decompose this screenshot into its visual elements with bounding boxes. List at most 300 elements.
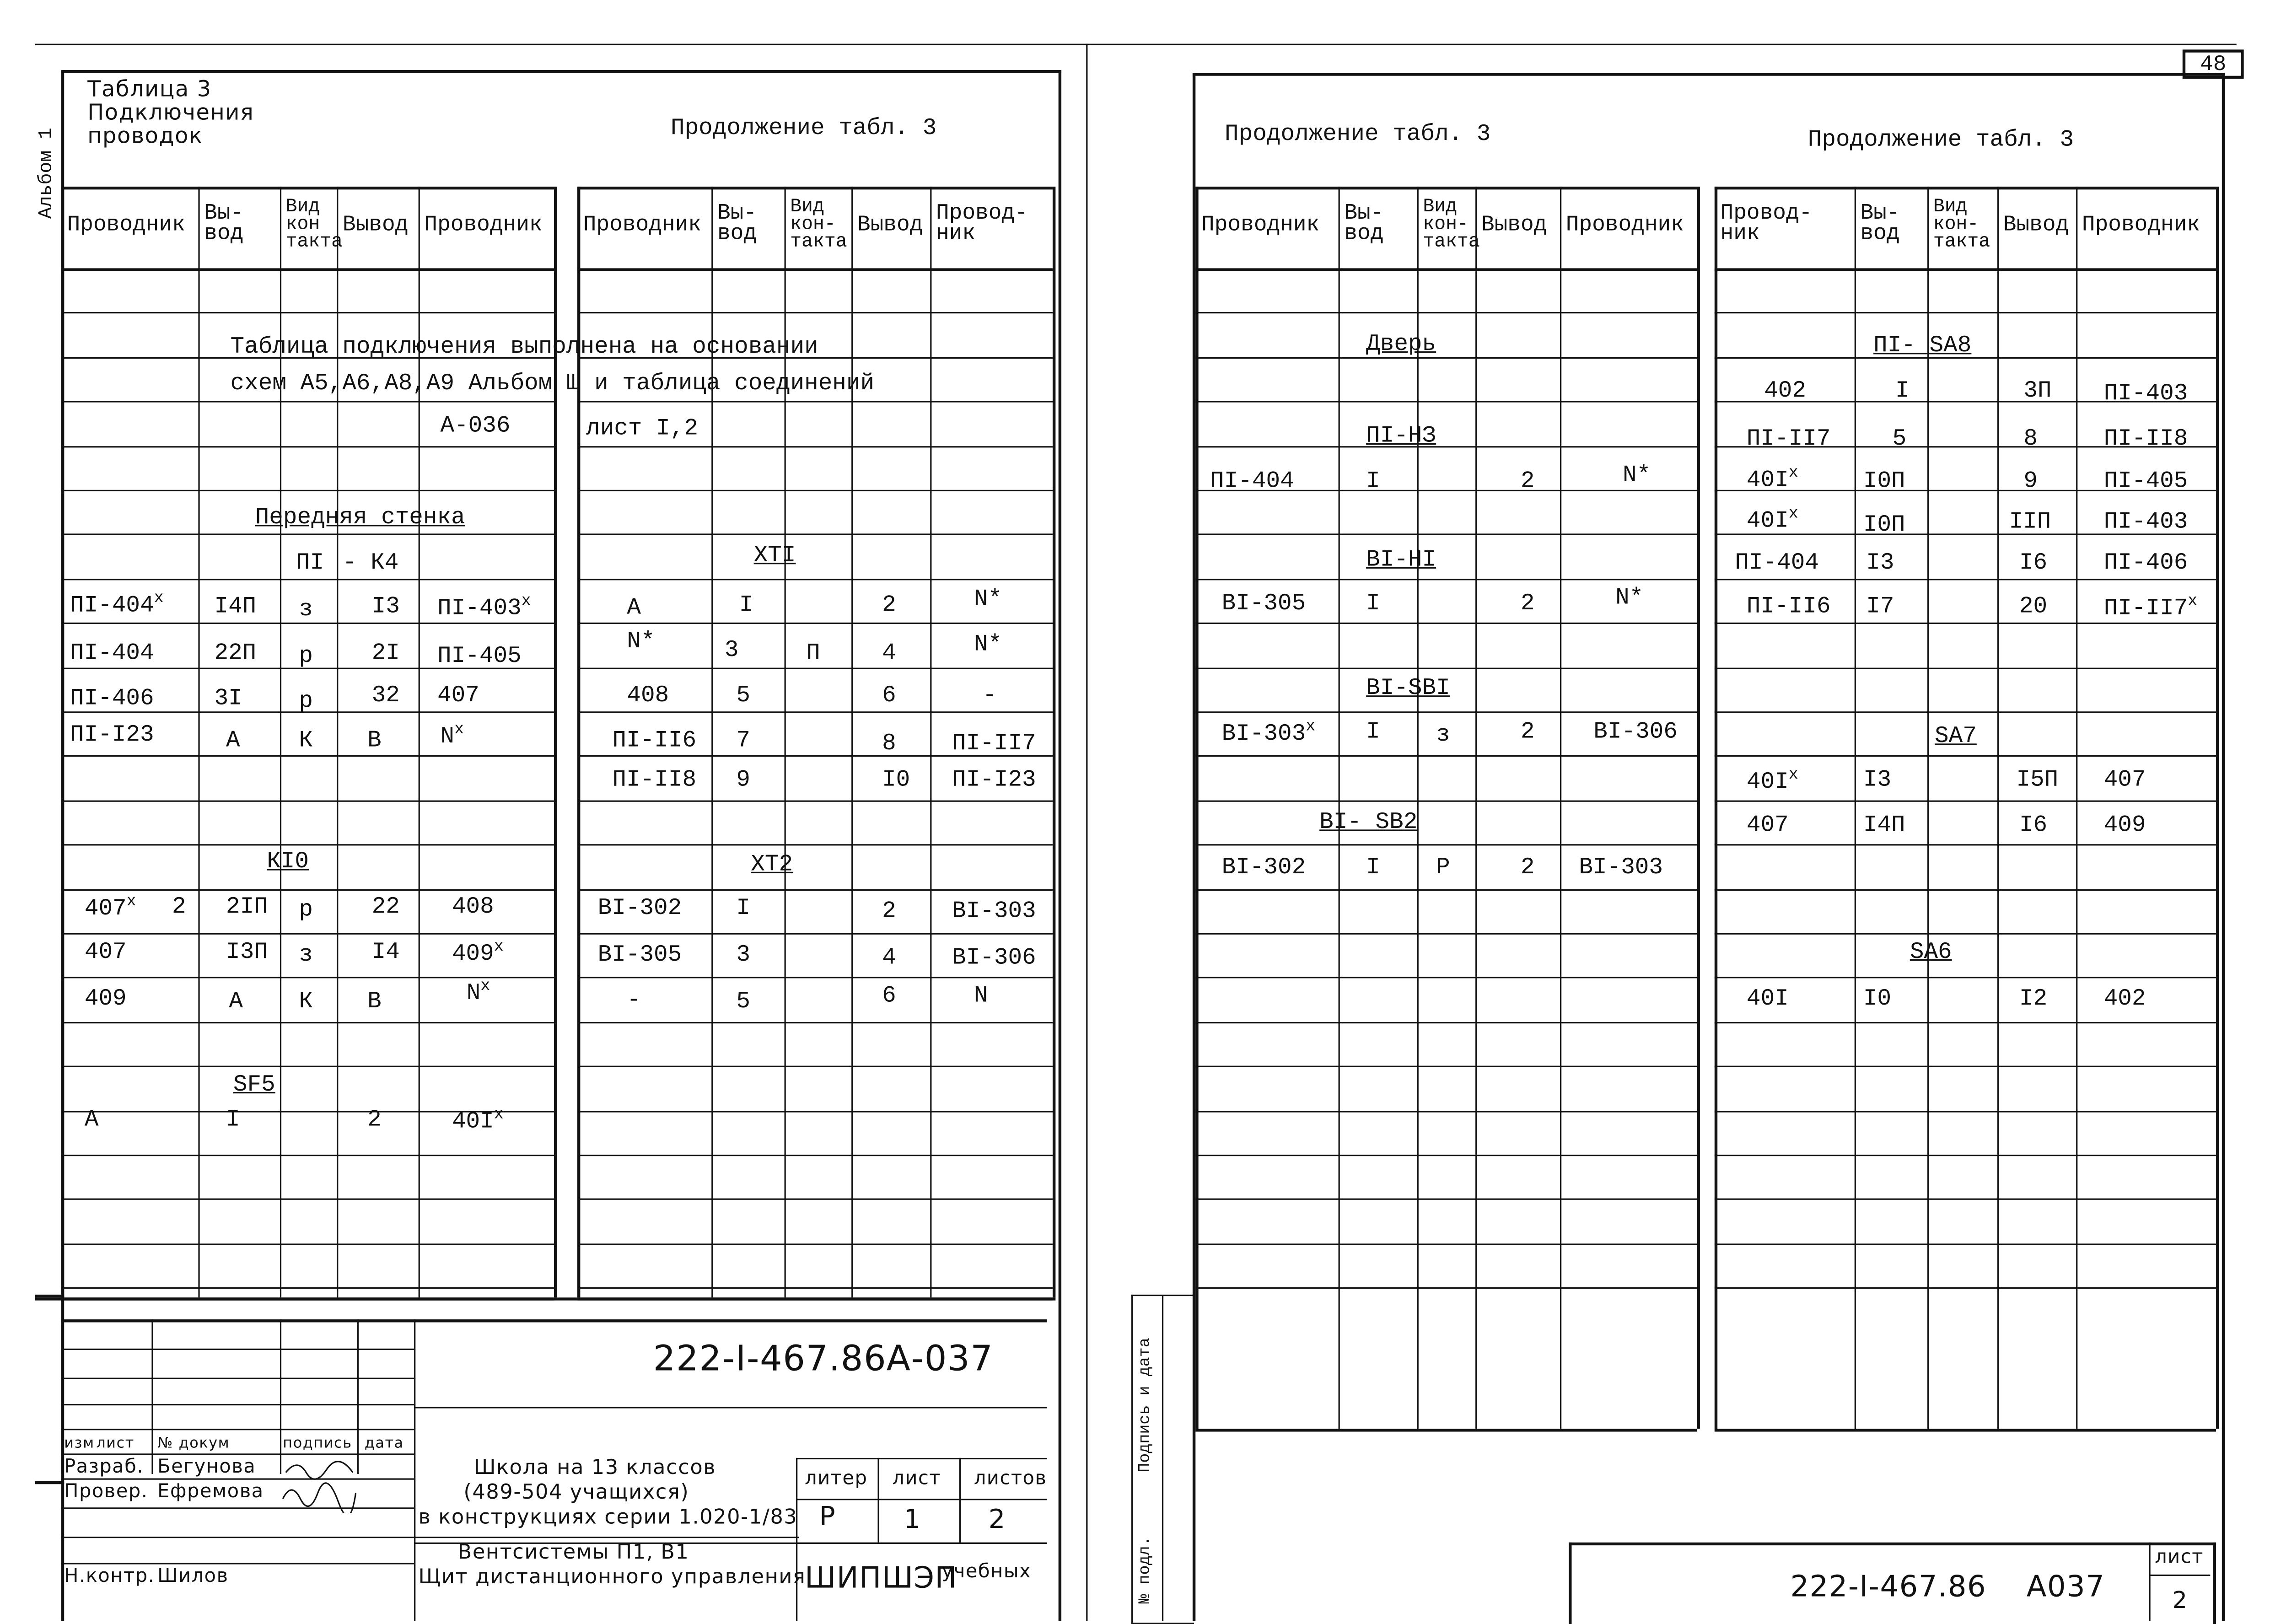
cell-text: ПI-403 (2103, 380, 2188, 407)
t4-bottom-border (1715, 1429, 2216, 1431)
cell-text: ПI-II7 (1746, 425, 1831, 452)
t4-row-line (1715, 933, 2216, 935)
cell-text: П (806, 640, 820, 667)
cell-text: А (226, 727, 240, 754)
t2-row-line (577, 623, 1053, 624)
col-label-izm: изм (64, 1436, 95, 1452)
cell-text: А (627, 595, 641, 621)
cell-text: ВI-305 (597, 941, 682, 968)
cell-value (882, 899, 896, 923)
t4-row-line (1715, 268, 2216, 271)
t2-row-line (577, 490, 1053, 491)
role-developer: Разраб. (64, 1456, 144, 1479)
table-title-line-3: проводок (87, 122, 203, 149)
t1-header-1: Вы- вод (204, 201, 244, 247)
cell-text: ПI-403 (437, 595, 522, 622)
t3-col-line (1697, 187, 1700, 1429)
cell-value (882, 768, 910, 791)
cell-text: 409 (84, 985, 127, 1012)
cell-value (736, 897, 750, 920)
cell-value (437, 595, 531, 620)
t1-row-line (61, 1243, 554, 1245)
org-mark: ШИПШЭП (805, 1559, 958, 1595)
cell-text: ВI-303 (1579, 854, 1663, 881)
cell-text: ПI-406 (2103, 549, 2188, 576)
cell-text: I (226, 1106, 240, 1133)
cell-text: ПI-405 (2103, 468, 2188, 495)
name-developer: Бегунова (157, 1456, 256, 1479)
cell-text: I6 (2019, 549, 2048, 576)
t3-header-2: Вид кон- такта (1423, 195, 1480, 253)
cell-value (255, 506, 465, 529)
t2-top-border (577, 187, 1053, 189)
cell-text: XTI (753, 542, 796, 569)
cell-value (598, 943, 682, 967)
cell-value (85, 941, 127, 964)
cell-value (1436, 723, 1450, 747)
cell-text: 2 (1520, 468, 1535, 495)
tb-row-line (61, 1404, 414, 1405)
cell-text: 407 (84, 895, 127, 922)
cell-text: ВI-303 (952, 898, 1036, 925)
cell-text: ПI-II8 (2103, 425, 2188, 452)
cell-text: I (1366, 590, 1380, 617)
note-ref-1: А-036 (440, 412, 511, 439)
cell-superscript: x (521, 593, 531, 611)
cell-value (1764, 379, 1806, 403)
t4-row-line (1715, 1155, 2216, 1156)
t4-row-line (1715, 844, 2216, 845)
cell-superscript: x (126, 893, 136, 911)
t2-header-2: Вид кон- такта (790, 195, 847, 253)
t2-header-4: Провод- ник (936, 201, 1028, 247)
cell-text: I3П (226, 939, 268, 965)
t4-col-line (1715, 187, 1717, 1429)
cell-text: р (299, 688, 313, 715)
cell-value (372, 595, 400, 618)
cell-text: 407 (437, 682, 479, 709)
cell-text: I (736, 895, 751, 922)
t3-row-line (1195, 579, 1697, 580)
cell-value (983, 684, 997, 707)
cell-text: ПI-II6 (612, 727, 697, 754)
t1-row-line (61, 1199, 554, 1200)
stage-label-list: лист (892, 1468, 941, 1490)
cell-text: N (440, 723, 455, 750)
cell-text: ПI-II8 (612, 767, 697, 793)
cell-value (2104, 595, 2198, 620)
cell-text: 2 (172, 893, 186, 920)
t3-row-line (1195, 1155, 1697, 1156)
cell-value (882, 641, 896, 665)
t4-col-line (2076, 187, 2077, 1429)
cell-text: 408 (452, 893, 494, 920)
cell-text: А (84, 1106, 99, 1133)
t3-col-line (1417, 187, 1419, 1429)
t3-header-3: Вывод (1481, 213, 1547, 238)
cell-text: 40I (452, 1108, 494, 1135)
cell-text: 22 (371, 893, 400, 920)
stage-label-liter: литер (805, 1468, 868, 1490)
cell-text: ПI-404 (1735, 549, 1819, 576)
cell-value (736, 768, 750, 791)
t4-col-line (1997, 187, 1999, 1429)
t1-row-line (61, 1155, 554, 1156)
cell-text: з (299, 596, 313, 623)
t3-col-line (1475, 187, 1477, 1429)
cell-text: 409 (2103, 812, 2146, 839)
cell-text: ВI-302 (597, 895, 682, 922)
t1-row-line (61, 401, 554, 402)
project-line-3: в конструкциях серии 1.020-1/83 (418, 1506, 798, 1530)
cell-value (1366, 720, 1380, 743)
t2-row-line (577, 977, 1053, 978)
t1-col-line (61, 187, 64, 1297)
cell-text: I0П (1863, 511, 1905, 538)
cell-text: ПI-404 (70, 592, 154, 619)
t1-row-line (61, 1022, 554, 1023)
t3-row-line (1195, 801, 1697, 802)
cell-text: 40I (1746, 985, 1789, 1012)
cell-value (1895, 379, 1910, 403)
cell-text: ПI-405 (437, 643, 522, 669)
cell-value (299, 598, 313, 621)
cell-value (1521, 720, 1535, 743)
cell-value (299, 729, 313, 752)
cell-text: 7 (736, 727, 751, 754)
cell-text: з (299, 941, 313, 968)
t2-row-line (577, 1287, 1053, 1289)
cell-value (1747, 507, 1798, 532)
t4-row-line (1715, 1111, 2216, 1112)
t2-col-line (930, 187, 931, 1297)
cell-text: I0 (882, 767, 910, 793)
tb-row-line (796, 1458, 1047, 1459)
signatures (280, 1455, 361, 1513)
cell-text: 5 (1892, 425, 1907, 452)
cell-text: 2 (1520, 590, 1535, 617)
cell-value (2104, 382, 2188, 405)
cell-value (882, 946, 896, 969)
right-sheet-frame (1193, 73, 2225, 1621)
col-label-date: дата (364, 1436, 404, 1452)
cell-value (296, 551, 324, 575)
t2-row-line (577, 668, 1053, 669)
cell-text: 2 (1520, 854, 1535, 881)
t4-row-line (1715, 801, 2216, 802)
cell-text: I (1366, 854, 1380, 881)
cell-text: 22П (214, 640, 257, 667)
cell-value (372, 941, 400, 964)
cell-superscript: x (154, 590, 164, 608)
cell-value (754, 544, 796, 567)
t2-header-0: Проводник (583, 213, 701, 238)
cell-text: 6 (882, 982, 896, 1009)
cell-value (85, 1108, 99, 1131)
cell-value (1222, 592, 1306, 615)
page-number: 48 (2200, 52, 2227, 77)
org-label: учебных (941, 1561, 1032, 1583)
cell-value (372, 641, 400, 665)
cell-superscript: x (494, 1106, 504, 1124)
cell-text: 2 (882, 898, 896, 925)
t1-header-0: Проводник (67, 213, 185, 238)
top-edge-line (35, 44, 2236, 45)
cell-value (736, 990, 750, 1013)
cell-text: IIП (2009, 509, 2051, 535)
cell-text: 2IП (226, 893, 268, 920)
cell-value (974, 587, 1002, 611)
t2-row-line (577, 1111, 1053, 1112)
cell-value (612, 768, 696, 791)
col-label-list: лист (96, 1436, 134, 1452)
t1-row-line (61, 623, 554, 624)
cell-value (1747, 987, 1789, 1011)
cell-value (226, 1108, 240, 1131)
cell-value (1747, 427, 1831, 451)
cell-text: 4 (882, 945, 896, 971)
cell-text: 407 (1746, 812, 1789, 839)
t3-row-line (1195, 623, 1697, 624)
cell-value (974, 984, 988, 1007)
cell-text: N (466, 980, 481, 1007)
cell-value (2104, 427, 2188, 451)
cell-value (2104, 551, 2188, 575)
t3-row-line (1195, 1022, 1697, 1023)
t3-row-line (1195, 933, 1697, 935)
t4-row-line (1715, 755, 2216, 757)
cell-value (1593, 720, 1678, 743)
t4-header-4: Проводник (2082, 213, 2200, 238)
cell-text: - К4 (342, 549, 399, 576)
cell-value (1319, 811, 1417, 834)
cell-value (70, 723, 154, 747)
cell-value (467, 980, 490, 1005)
t1-row-line (61, 579, 554, 580)
cell-value (1623, 463, 1651, 487)
t3-row-line (1195, 401, 1697, 402)
t3-row-line (1195, 446, 1697, 447)
cell-value (437, 645, 522, 668)
t2-header-1: Вы- вод (717, 201, 757, 247)
cell-value (299, 990, 313, 1013)
cell-value (2019, 595, 2047, 618)
t4-row-line (1715, 579, 2216, 580)
cell-value (452, 895, 494, 919)
t3-row-line (1195, 668, 1697, 669)
cell-text: 32 (371, 682, 400, 709)
t1-row-line (61, 844, 554, 845)
cell-text: КI0 (267, 848, 309, 875)
cell-text: 20 (2019, 593, 2048, 620)
cell-value (1366, 548, 1436, 571)
cell-text: ВI-306 (952, 945, 1036, 971)
drawing-line-1: Вентсистемы П1, В1 (457, 1541, 689, 1565)
cell-value (299, 943, 313, 967)
project-line-1: Школа на 13 классов (473, 1456, 716, 1480)
tb-col-line (151, 1319, 153, 1474)
cell-text: К (299, 988, 313, 1015)
cell-value (452, 941, 504, 966)
cell-text: 3 (736, 941, 751, 968)
t2-row-line (577, 579, 1053, 580)
right-sheet-value: 2 (2172, 1586, 2188, 1614)
tb-col-line (414, 1319, 415, 1621)
cell-value (226, 941, 268, 964)
tb-col-line (61, 1319, 63, 1474)
cell-text: I0П (1863, 468, 1905, 495)
cell-text: 2 (882, 592, 896, 618)
tb-row-line (61, 1349, 414, 1350)
t3-row-line (1195, 889, 1697, 891)
t3-col-line (1560, 187, 1561, 1429)
cell-value (1863, 469, 1905, 493)
cell-text: ПI-406 (70, 685, 154, 712)
col-label-doc: № докум (157, 1436, 230, 1452)
cell-text: XT2 (751, 851, 793, 878)
cell-value (2023, 427, 2038, 451)
cell-text: ВI-306 (1593, 719, 1678, 745)
t4-row-line (1715, 1022, 2216, 1023)
cell-text: SF5 (233, 1071, 275, 1098)
t1-row-line (61, 1066, 554, 1067)
tb-row-line (61, 1537, 414, 1538)
cell-value (70, 592, 164, 617)
cell-superscript: x (454, 721, 464, 739)
doc-code: 222-I-467.86 (653, 1338, 887, 1379)
cell-value (85, 987, 127, 1011)
continuation-label-right-1: Продолжение табл. 3 (1224, 121, 1491, 147)
t2-row-line (577, 1066, 1053, 1067)
cell-text: ВI-303 (1221, 721, 1306, 747)
cell-value (1615, 586, 1643, 609)
cell-value (882, 593, 896, 617)
cell-value (627, 684, 669, 707)
cell-text: 8 (882, 730, 896, 757)
t4-top-border (1715, 187, 2216, 189)
t1-row-line (61, 755, 554, 757)
cell-value (2104, 768, 2146, 791)
cell-text: ПI-404 (70, 640, 154, 667)
note-ref-2: лист I,2 (586, 415, 698, 442)
cell-text: I (1366, 468, 1380, 495)
cell-value (598, 897, 682, 920)
cell-text: 408 (627, 682, 669, 709)
stage-label-listov: листов (974, 1468, 1047, 1490)
t2-row-line (577, 1199, 1053, 1200)
t3-top-border (1195, 187, 1697, 189)
cell-text: ПI- SА8 (1873, 332, 1972, 359)
cell-value (372, 895, 400, 919)
cell-value (1222, 720, 1316, 745)
t3-header-0: Проводник (1201, 213, 1320, 238)
t1-header-4: Проводник (424, 213, 543, 238)
cell-text: з (1436, 721, 1450, 748)
tb-col-line (280, 1319, 281, 1474)
cell-text: 402 (2103, 985, 2146, 1012)
side-stamp-divider (1162, 1295, 1163, 1621)
cell-value (226, 895, 268, 919)
cell-value (1579, 856, 1663, 879)
cell-value (1910, 941, 1952, 964)
cell-text: ВI-302 (1221, 854, 1306, 881)
cell-value (612, 729, 696, 752)
cell-value (1366, 424, 1436, 447)
continuation-label-right-2: Продолжение табл. 3 (1807, 127, 2074, 153)
col-label-sign: подпись (283, 1436, 352, 1452)
cell-value (367, 729, 382, 752)
right-sheet-label: лист (2155, 1547, 2204, 1569)
t2-row-line (577, 933, 1053, 935)
cell-value (233, 1073, 275, 1097)
cell-text: N* (974, 586, 1002, 613)
cell-value (85, 895, 136, 920)
tb-row-line (414, 1407, 1047, 1408)
table-title-line-2: Подключения (87, 99, 254, 126)
t2-row-line (577, 1243, 1053, 1245)
t1-row-line (61, 933, 554, 935)
t1-col-line (198, 187, 199, 1297)
cell-text: р (299, 896, 313, 923)
cell-superscript: x (480, 978, 490, 996)
t1-header-2: Вид кон такта (285, 195, 343, 253)
cell-value (1222, 856, 1306, 879)
cell-value (2104, 510, 2188, 533)
t4-row-line (1715, 1287, 2216, 1289)
cell-value (2019, 551, 2047, 575)
cell-value (1747, 467, 1798, 492)
cell-text: ПI-I23 (952, 767, 1036, 793)
name-norm-control: Шилов (157, 1565, 229, 1588)
cell-value (267, 850, 309, 873)
name-checker: Ефремова (157, 1481, 264, 1503)
cell-value (2019, 813, 2047, 837)
t2-row-line (577, 711, 1053, 713)
cell-value (736, 729, 750, 752)
album-edge-label: Альбом 1 (35, 128, 57, 219)
t4-row-line (1715, 623, 2216, 624)
cell-text: I3 (1866, 549, 1894, 576)
t3-row-line (1195, 977, 1697, 978)
cell-value (736, 943, 750, 967)
t2-row-line (577, 533, 1053, 535)
t3-row-line (1195, 844, 1697, 845)
t3-row-line (1195, 1111, 1697, 1112)
cell-text: SА6 (1910, 939, 1952, 965)
cell-text: N* (1615, 584, 1644, 611)
cell-text: 8 (2023, 425, 2038, 452)
t4-header-1: Вы- вод (1860, 201, 1900, 247)
t3-header-1: Вы- вод (1344, 201, 1384, 247)
t2-col-line (851, 187, 853, 1297)
cell-value (1747, 813, 1789, 837)
t3-row-line (1195, 1243, 1697, 1245)
project-line-2: (489-504 учащихся) (463, 1481, 689, 1505)
t4-header-2: Вид кон- такта (1933, 195, 1990, 253)
cell-text: 4 (882, 640, 896, 667)
cell-text: 9 (2023, 468, 2038, 495)
cell-text: ПI-I23 (70, 721, 154, 748)
cell-text: N (974, 982, 988, 1009)
cell-superscript: x (1788, 505, 1798, 524)
cell-value (1366, 856, 1380, 879)
cell-text: I4П (214, 593, 257, 620)
cell-text: ПI-II7 (952, 730, 1036, 757)
cell-value (1366, 469, 1380, 493)
t4-row-line (1715, 977, 2216, 978)
tb-row-line (61, 1563, 414, 1564)
cell-value (2104, 987, 2146, 1011)
